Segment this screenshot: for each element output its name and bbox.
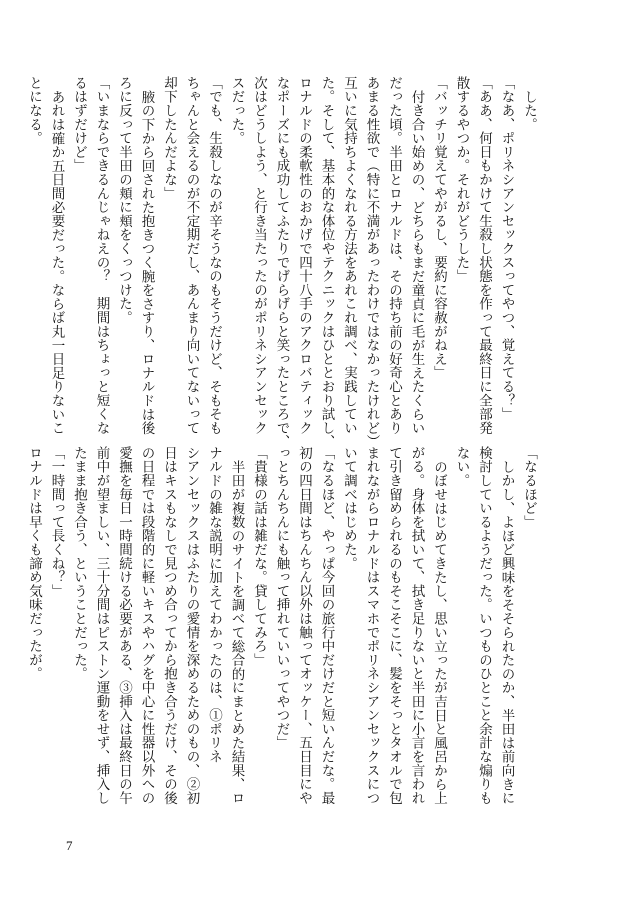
text-line: 前中が望ましい、三十分間はピストン運動をせず、挿入し xyxy=(93,446,110,805)
text-line: いて調べはじめた。 xyxy=(341,446,357,571)
text-line: とになる。 xyxy=(26,76,42,145)
text-line: だった頃。半田とロナルドは、その持ち前の好奇心とあり xyxy=(386,76,402,435)
text-line: 互いに気持ちよくなれる方法をあれこれ調べ、実践してい xyxy=(341,76,357,435)
text-line: スだった。 xyxy=(228,76,245,145)
text-line: ない。 xyxy=(453,446,470,488)
text-line: あれは確か五日間必要だった。ならば丸一日足りないこ xyxy=(48,89,65,435)
text-line: 次はどうしよう、と行き当たったのがポリネシアンセック xyxy=(251,76,267,435)
text-line: 「なあ、ポリネシアンセックスってやつ、覚えてる？」 xyxy=(498,76,515,421)
text-line: の日程では段階的に軽いキスやハグを中心に性器以外への xyxy=(138,446,155,805)
page-number: 7 xyxy=(66,838,73,853)
text-line: 「ああ、何日もかけて生殺し状態を作って最終日に全部発 xyxy=(476,76,492,435)
text-line: しかし、よほど興味をそそられたのか、半田は前向きに xyxy=(498,459,515,805)
text-line: 愛撫を毎日一時間続ける必要がある、③挿入は最終日の午 xyxy=(116,446,132,805)
text-line: ろに反って半田の頬に頬をくっつけた。 xyxy=(116,76,132,325)
text-line: 「なるほど」 xyxy=(521,446,537,529)
text-line: て引き留められるのもそこそこに、髪をそっとタオルで包 xyxy=(386,446,402,805)
text-line: した。 xyxy=(521,89,537,131)
text-line: た。そして、基本的な体位やテクニックはひととおり試し、 xyxy=(318,76,335,449)
text-line: るはずだけど」 xyxy=(71,76,87,173)
text-line: っとちんちんにも触って挿れていいってやつだ」 xyxy=(273,446,290,750)
text-line: まれながらロナルドはスマホでポリネシアンセックスにつ xyxy=(363,446,380,805)
text-line: 初の四日間はちんちん以外は触ってオッケー、五日目にや xyxy=(296,446,312,805)
text-line: 散するやつか。それがどうした」 xyxy=(453,76,470,283)
text-line: 半田が複数のサイトを調べて総合的にまとめた結果、ロ xyxy=(228,459,245,805)
text-line: 「なるほど、やっぱ今回の旅行中だけだと短いんだな。最 xyxy=(318,446,335,805)
text-line: ちゃんと会えるのが不定期だし、あんまり向いてないって xyxy=(183,76,200,435)
top-text-block xyxy=(26,76,540,449)
text-line: 付き合い始めの、どちらもまだ童貞に毛が生えたくらい xyxy=(408,89,425,435)
text-line: 「貴様の話は雑だな。貸してみろ」 xyxy=(251,446,267,667)
text-line: がる。身体を拭いて、拭き足りないと半田に小言を言われ xyxy=(408,446,425,805)
text-line: 日はキスもなしで見つめ合ってから抱き合うだけ、その後 xyxy=(161,446,177,805)
text-line: 「一時間って長くね？」 xyxy=(48,446,65,598)
text-line: ナルドの雑な説明に加えてわかったのは、①ポリネ xyxy=(206,446,222,764)
text-line: なポーズにも成功してふたりでげらげらと笑ったところで、 xyxy=(273,76,290,449)
text-line: ロナルドは早くも諦め気味だったが。 xyxy=(26,446,42,681)
text-line: のぼせはじめてきたし、思い立ったが吉日と風呂から上 xyxy=(431,459,447,805)
text-line: 「バッチリ覚えてやがるし、要約に容赦がねえ」 xyxy=(431,76,447,380)
text-line: シアンセックスはふたりの愛情を深めるためのもの、②初 xyxy=(183,446,200,805)
text-line: たまま抱き合う、ということだった。 xyxy=(71,446,87,681)
text-line: ロナルドの柔軟性のおかげで四十八手のアクロバティック xyxy=(296,76,312,435)
text-line: 腋の下から回された抱きつく腕をさすり、ロナルドは後 xyxy=(138,89,155,435)
text-line: 「でも、生殺しなのが辛そうなのもそうだけど、そもそも xyxy=(206,76,222,435)
bottom-text-block xyxy=(26,446,540,805)
text-line: 「いまならできるんじゃねえの？ 期間はちょっと短くな xyxy=(93,76,110,435)
text-line: 検討しているようだった。いつものひとこと余計な煽りも xyxy=(476,446,492,805)
text-line: あまる性欲で（特に不満があったわけではなかったけれど） xyxy=(363,76,380,449)
text-line: 却下したんだよな」 xyxy=(161,76,177,201)
